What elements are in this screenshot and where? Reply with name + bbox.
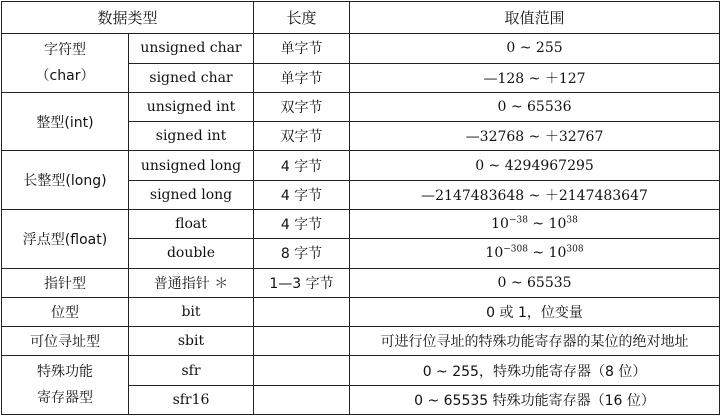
length-cell: 双字节 [254,92,350,121]
length-cell: 单字节 [254,63,350,92]
table-row [2,34,720,63]
table-row [2,151,720,180]
subtype-cell: sbit [129,327,254,356]
header-length: 长度 [254,2,350,34]
subtype-cell: unsigned int [129,92,254,121]
length-cell: 1—3 字节 [254,268,350,297]
range-cell: 0 ~ 65535 特殊功能寄存器（16 位） [350,385,720,414]
subtype-cell: bit [129,297,254,326]
type-name-long: 长整型(long) [2,151,129,210]
header-row [2,2,720,34]
range-cell: 0 ~ 65536 [350,92,720,121]
length-cell: 单字节 [254,34,350,63]
type-name-bit: 位型 [2,297,129,326]
range-cell: 可进行位寻址的特殊功能寄存器的某位的绝对地址 [350,327,720,356]
range-cell: —32768 ~ ＋32767 [350,122,720,151]
type-name-char [2,34,129,93]
table-row [2,327,720,356]
range-separator: ~ 10 [527,216,567,233]
subtype-cell: unsigned long [129,151,254,180]
subtype-cell: signed char [129,63,254,92]
type-name-line: 字符型 [44,42,86,59]
type-name-sfr [2,356,129,415]
table-row [2,297,720,326]
table-row [2,268,720,297]
type-name-float: 浮点型(float) [2,210,129,269]
range-separator: ~ 10 [527,245,567,262]
range-exponent: 38 [566,215,578,226]
range-cell [350,210,720,239]
length-cell [254,385,350,414]
range-cell: 0 ~ 4294967295 [350,151,720,180]
header-range: 取值范围 [350,2,720,34]
length-cell: 4 字节 [254,151,350,180]
range-exponent: 308 [566,244,584,255]
length-cell: 8 字节 [254,239,350,268]
subtype-cell: sfr16 [129,385,254,414]
subtype-cell: signed long [129,180,254,209]
subtype-cell: double [129,239,254,268]
length-cell [254,356,350,385]
range-cell: 0 ~ 255，特殊功能寄存器（8 位） [350,356,720,385]
range-cell: —2147483648 ~ ＋2147483647 [350,180,720,209]
subtype-cell: float [129,210,254,239]
length-cell: 4 字节 [254,180,350,209]
table-row [2,356,720,385]
type-name-sbit: 可位寻址型 [2,327,129,356]
range-base: 10 [491,216,509,233]
subtype-cell: sfr [129,356,254,385]
type-name-int: 整型(int) [2,92,129,151]
table-row [2,210,720,239]
subtype-cell: signed int [129,122,254,151]
type-name-line: 寄存器型 [37,390,93,407]
range-cell [350,239,720,268]
length-cell [254,327,350,356]
range-cell: —128 ~ ＋127 [350,63,720,92]
range-cell: 0 ~ 255 [350,34,720,63]
type-name-pointer: 指针型 [2,268,129,297]
range-base: 10 [485,245,504,262]
subtype-cell: unsigned char [129,34,254,63]
subtype-cell: 普通指针 ＊ [129,268,254,297]
table-row [2,92,720,121]
length-cell: 双字节 [254,122,350,151]
header-data-type: 数据类型 [2,2,254,34]
type-name-line: 特殊功能 [37,364,93,381]
type-name-line: （char） [35,68,95,85]
length-cell [254,297,350,326]
length-cell: 4 字节 [254,210,350,239]
data-type-table [1,1,720,415]
range-exponent: −308 [503,244,528,255]
range-cell: 0 或 1，位变量 [350,297,720,326]
range-cell: 0 ~ 65535 [350,268,720,297]
range-exponent: −38 [508,215,528,226]
